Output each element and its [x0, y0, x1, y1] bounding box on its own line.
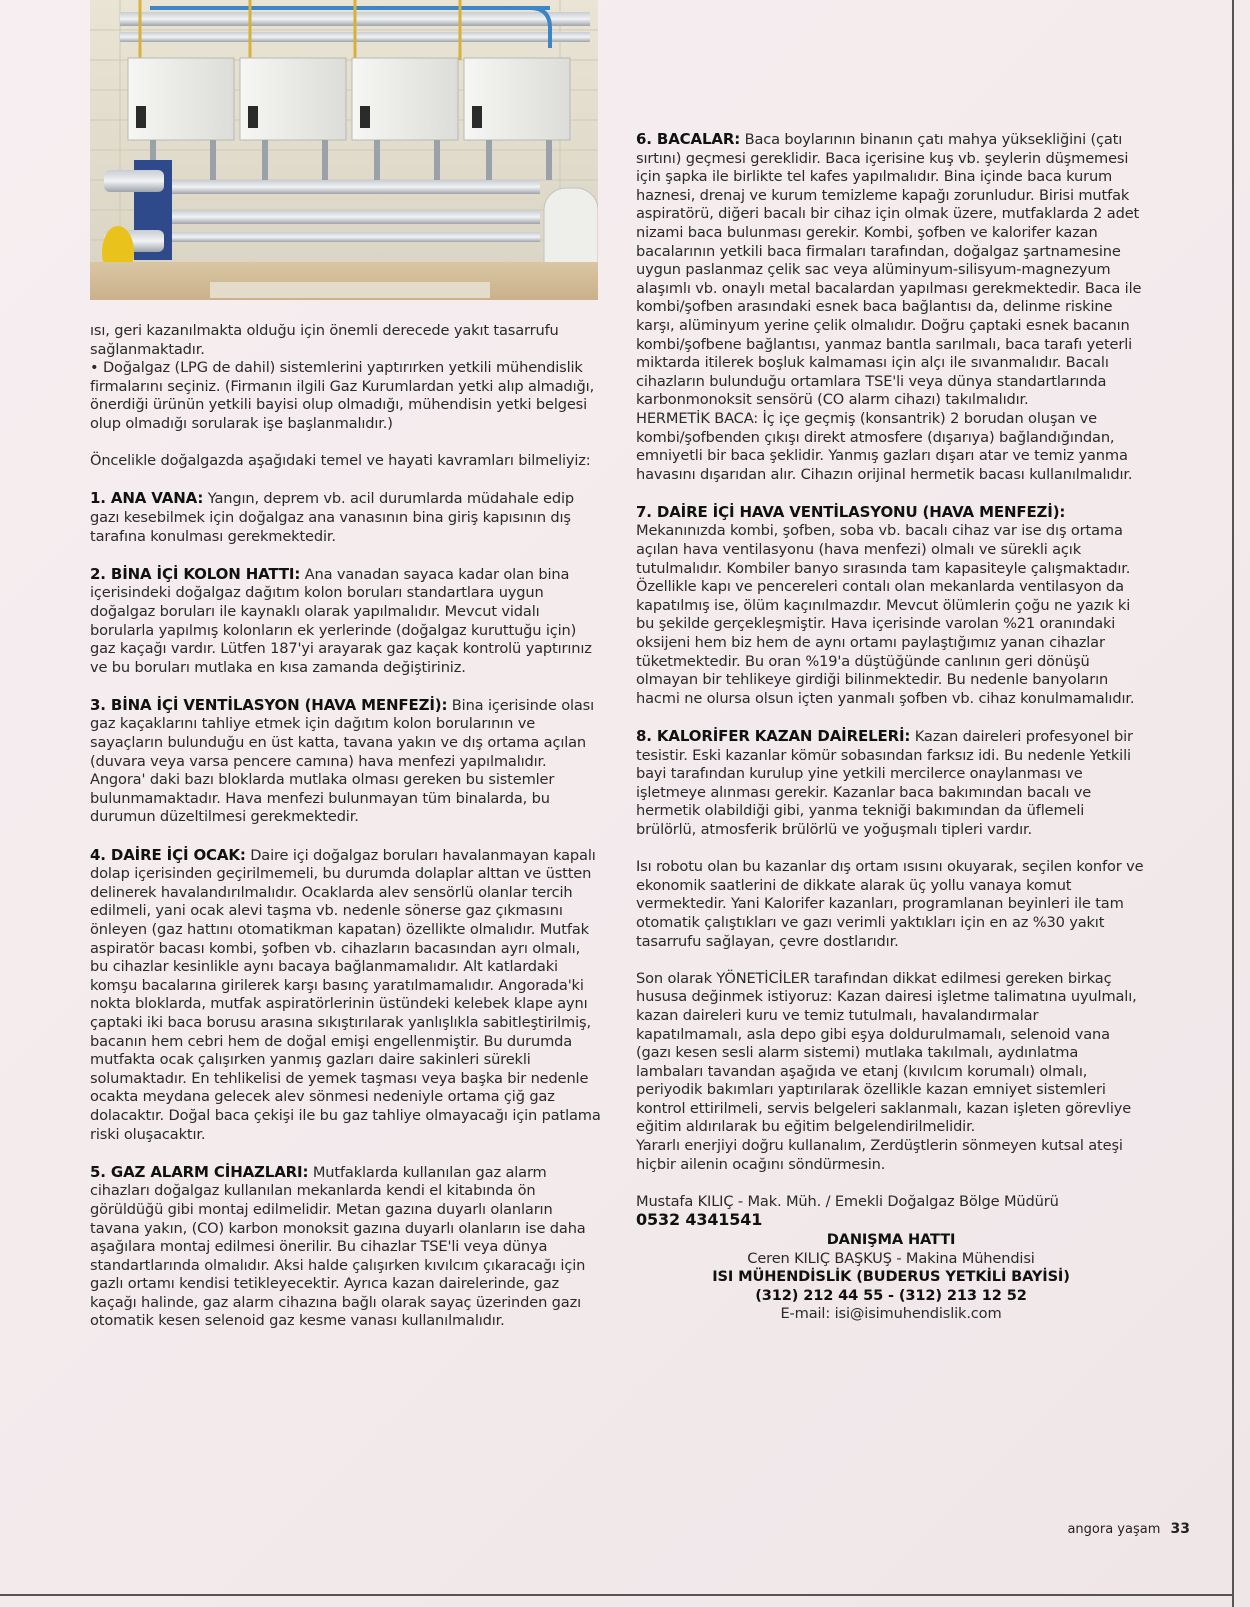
page-border-right [1232, 0, 1234, 1607]
article-right-column [636, 130, 1146, 1324]
contact-title: DANIŞMA HATTI [826, 1231, 956, 1249]
body-paragraph: • Doğalgaz (LPG de dahil) sistemlerini yaptırırken yetkili mühendislik firmalarını seçiniz. (Firmanın ilgili Gaz Kurumlardan yetki alıp almadığı, önerdiği ürünün yetkili bayisi olup olmadığı, mühendisin yetki belgesi olup olmadığı sorularak işe başlanmalıdır.) [90, 359, 595, 432]
author-phone: 0532 4341541 [636, 1210, 763, 1230]
paragraph-spacer [90, 1144, 602, 1163]
contact-block [636, 1231, 1146, 1324]
section-heading: 2. BİNA İÇİ KOLON HATTI: [90, 564, 301, 583]
page-border-bottom [0, 1594, 1234, 1596]
section-text: Bina içerisinde olası gaz kaçaklarını tahliye etmek için dağıtım kolon borularının ve sayaçların bulunduğu en üst katta, tavana yakın ve dış ortama açılan (duvara veya varsa pencere camına) hava menfezi yapılmalıdır. Angora' daki bazı bloklarda mutlaka olması gereken bu sistemler bulunmamaktadır. Hava menfezi bulunmayan tüm binalarda, bu durumun düzeltilmesi gerekmektedir. [90, 696, 595, 826]
body-paragraph: Yararlı enerjiyi doğru kullanalım, Zerdüştlerin sönmeyen kutsal ateşi hiçbir ailenin ocağını söndürmesin. [636, 1137, 1123, 1173]
paragraph-spacer [90, 546, 602, 565]
section-heading: 1. ANA VANA: [90, 489, 204, 508]
body-paragraph: ısı, geri kazanılmakta olduğu için önemli derecede yakıt tasarrufu sağlanmaktadır. [90, 322, 559, 358]
section-text: Daire içi doğalgaz boruları havalanmayan kapalı dolap içerisinden geçirilmemeli, bu durumda dolaplar alttan ve üstten delinerek havalandırılmalıdır. Ocaklarda alev sensörlü olanlar tercih edilmeli, yani ocak alevi taşma vb. nedenle sönerse gaz çıkmasını önleyen (gaz hattını otomatikman kapatan) özellikte olmalıdır. Mutfak aspiratör bacası kombi, şofben vb. cihazların bacasından ayrı olmalı, bu cihazlar kesinlikle aynı bacaya bağlanmamalıdır. Alt katlardaki komşu bacalarına girilerek karşı basınç yaratılmamalıdır. Angorada'ki nokta bloklarda, mutfak aspiratörlerinin üstündeki kelebek klape aynı çaptaki iki baca borusu arasına sıkıştırılarak yanlışlıkla sabitleştirilmiş, bacanın hem cebri hem de doğal emişi engellenmiştir. Bu durumda mutfakta ocak çalışırken yanmış gazları daire sakinleri sürekli solumaktadır. En tehlikelisi de yemek taşması veya başka bir nedenle ocakta meydana gelecek alev sönmesi nedeniyle ortama çiğ gaz dolacaktır. Doğal baca çekişi ile bu gaz tahliye olmayacağı için patlama riski oluşacaktır. [90, 846, 601, 1143]
paragraph-spacer [90, 827, 602, 846]
section-text: Baca boylarının binanın çatı mahya yüksekliğini (çatı sırtını) geçmesi gereklidir. Baca içerisine kuş vb. şeylerin düşmemesi için şapka ile birlikte tel kafes yapılmalıdır. Bina içinde baca kurum haznesi, drenaj ve kurum temizleme kapağı zorunludur. Birisi mutfak aspiratörü, diğeri bacalı bir cihaz için olmak üzere, mutfaklarda 2 adet nizami baca bulunması gerekir. Kombi, şofben ve kalorifer kazan bacalarının yetkili baca firmaları tarafından, doğalgaz şartnamesine uygun paslanmaz çelik sac veya alüminyum-silisyum-magnezyum alaşımlı vb. onaylı metal bacalardan yapılması gerekmektedir. Baca ile kombi/şofben arasındaki esnek baca bağlantısı da, delinme riskine karşı, alüminyum yerine çelik olmalıdır. Doğru çaptaki esnek bacanın kombi/şofbene bağlantısı, yanmaz bantla sarılmalı, baca tarafı yeterli miktarda itilerek boşluk kalmaması için alçı ile sıvanmalıdır. Bacalı cihazların bulunduğu ortamlara TSE'li veya dünya standartlarında karbonmonoksit sensörü (CO alarm cihazı) takılmalıdır. [636, 131, 1142, 409]
section-heading: 4. DAİRE İÇİ OCAK: [90, 845, 246, 864]
body-paragraph: Öncelikle doğalgazda aşağıdaki temel ve hayati kavramları bilmeliyiz: [90, 452, 591, 470]
section-paragraph [90, 1163, 602, 1331]
paragraph-spacer [636, 840, 1146, 859]
section-paragraph [636, 503, 1146, 709]
magazine-name: angora yaşam [1067, 1522, 1161, 1537]
right-column-body [636, 130, 1146, 1230]
contact-company: ISI MÜHENDİSLİK (BUDERUS YETKİLİ BAYİSİ) [712, 1268, 1070, 1286]
section-paragraph [636, 727, 1146, 840]
section-paragraph [90, 846, 602, 1145]
section-text: Yangın, deprem vb. acil durumlarda müdahale edip gazı kesebilmek için doğalgaz ana vanasının bina giriş kapısının dış tarafına konulması gerekmektedir. [90, 490, 575, 545]
section-paragraph [636, 130, 1146, 410]
section-heading: 3. BİNA İÇİ VENTİLASYON (HAVA MENFEZİ): [90, 695, 448, 714]
body-paragraph: Mustafa KILIÇ - Mak. Müh. / Emekli Doğalgaz Bölge Müdürü [636, 1192, 1059, 1210]
paragraph-spacer [90, 471, 602, 490]
body-paragraph: Son olarak YÖNETİCİLER tarafından dikkat edilmesi gereken birkaç hususa değinmek istiyoruz: Kazan dairesi işletme talimatına uyulmalı, kazan daireleri kuru ve temiz tutulmalı, havalandırmalar kapatılmamalı, asla depo gibi eşya doldurulmamalı, selenoid vana (gazı kesen sesli alarm sistemi) mutlaka takılmalı, aydınlatma lambaları tavandan aşağıda ve etanj (kıvılcım korumalı) olmalı, periyodik bakımları yaptırılarak özellikle kazan emniyet sistemleri kontrol ettirilmeli, servis belgeleri saklanmalı, kazan işleten görevliye eğitim aldırılarak bu eğitim belgelendirilmelidir. [636, 969, 1137, 1136]
section-heading: 6. BACALAR: [636, 130, 741, 148]
section-text: Mekanınızda kombi, şofben, soba vb. bacalı cihaz var ise dış ortama açılan hava ventilasyonu (hava menfezi) olmalı ve sürekli açık tutulmalıdır. Kombiler banyo sırasında tam kapasiteyle çalışmaktadır. Özellikle kapı ve pencereleri contalı olan mekanlarda ventilasyon da kapatılmış ise, ölüm kaçınılmazdır. Mevcut ölümlerin çoğu ne yazık ki bu şekilde gerçekleşmiştir. Hava içerisinde varolan %21 oranındaki oksijeni hem biz hem de aynı ortamı paylaştığımız yanan cihazlar tüketmektedir. Bu oran %19'a düştüğünde canlının geri dönüşü olmayan bir tehlikeye girdiği bilinmektedir. Bu nedenle banyoların hacmi ne olursa olsun içten yanmalı şofben vb. cihaz konulmamalıdır. [636, 522, 1135, 707]
section-paragraph [90, 696, 602, 827]
section-text: Kazan daireleri profesyonel bir tesistir. Eski kazanlar kömür sobasından farksız idi. Bu nedenle Yetkili bayi tarafından kurulup yine yetkili mercilerce onaylanması ve işletmeye alınması gerekir. Kazanlar baca bakımından bacalı ve hermetik olabildiği gibi, yanma tekniği bakımından da üflemeli brülörlü, atmosferik brülörlü ve yoğuşmalı tipleri vardır. [636, 728, 1133, 838]
contact-phones: (312) 212 44 55 - (312) 213 12 52 [755, 1286, 1027, 1304]
page-footer [1067, 1521, 1190, 1537]
section-heading: 7. DAİRE İÇİ HAVA VENTİLASYONU (HAVA MENFEZİ): [636, 502, 1066, 521]
boiler-room-photo [90, 0, 598, 300]
article-left-column [90, 322, 602, 1331]
paragraph-spacer [636, 708, 1146, 727]
section-heading: 5. GAZ ALARM CİHAZLARI: [90, 1162, 309, 1181]
paragraph-spacer [636, 1174, 1146, 1193]
section-heading: 8. KALORİFER KAZAN DAİRELERİ: [636, 727, 911, 745]
section-paragraph [90, 489, 602, 546]
contact-person: Ceren KILIÇ BAŞKUŞ - Makina Mühendisi [747, 1249, 1035, 1267]
body-paragraph: Isı robotu olan bu kazanlar dış ortam ısısını okuyarak, seçilen konfor ve ekonomik saatlerini de dikkate alarak üç yollu vanaya komut vermektedir. Yani Kalorifer kazanları, programlanan beyinleri ile tam otomatik çalıştıkları ve gazı verimli yaktıkları için en az %30 yakıt tasarrufu sağlayan, çevre dostlarıdır. [636, 858, 1144, 950]
page-number: 33 [1170, 1521, 1190, 1537]
body-paragraph: HERMETİK BACA: İç içe geçmiş (konsantrik) 2 borudan oluşan ve kombi/şofbenden çıkışı direkt atmosfere (dışarıya) bağlandığından, emniyetli bir baca şeklidir. Yanmış gazları dışarı atar ve temiz yanma havasını dışarıdan alır. Cihazın orijinal hermetik bacası kullanılmalıdır. [636, 409, 1133, 483]
paragraph-spacer [90, 434, 602, 453]
section-text: Mutfaklarda kullanılan gaz alarm cihazları doğalgaz kullanılan mekanlarda kendi el kitabında ön görüldüğü gibi montaj edilmelidir. Metan gazına duyarlı olanların tavana yakın, (CO) karbon monoksit gazına duyarlı olanların ise daha aşağılara montaj edilmesi önerilir. Bu cihazlar TSE'li veya dünya standartlarında olmalıdır. Aksi halde çalışırken kıvılcım çıkaracağı için gazlı ortamı kendisi tetikleyecektir. Ayrıca kazan dairelerinde, gaz kaçağı halinde, gaz alarm cihazına bağlı olarak sayaç üzerinden gazı otomatik kesen selenoid gaz kesme vanası kullanılmalıdır. [90, 1163, 586, 1330]
paragraph-spacer [636, 951, 1146, 970]
paragraph-spacer [90, 677, 602, 696]
paragraph-spacer [636, 484, 1146, 503]
section-paragraph [90, 565, 602, 678]
contact-email: E-mail: isi@isimuhendislik.com [780, 1305, 1002, 1323]
section-text: Ana vanadan sayaca kadar olan bina içerisindeki doğalgaz dağıtım kolon boruları standartlara uygun doğalgaz boruları ile kaynaklı olarak yapılmalıdır. Mevcut vidalı borularla yapılmış kolonların ek yerlerinde (doğalgaz kuruttuğu için) gaz kaçağı vardır. Lütfen 187'yi arayarak gaz kaçak kontrolü yaptırınız ve bu boruları mutlaka en kısa zamanda değiştiriniz. [90, 565, 592, 676]
